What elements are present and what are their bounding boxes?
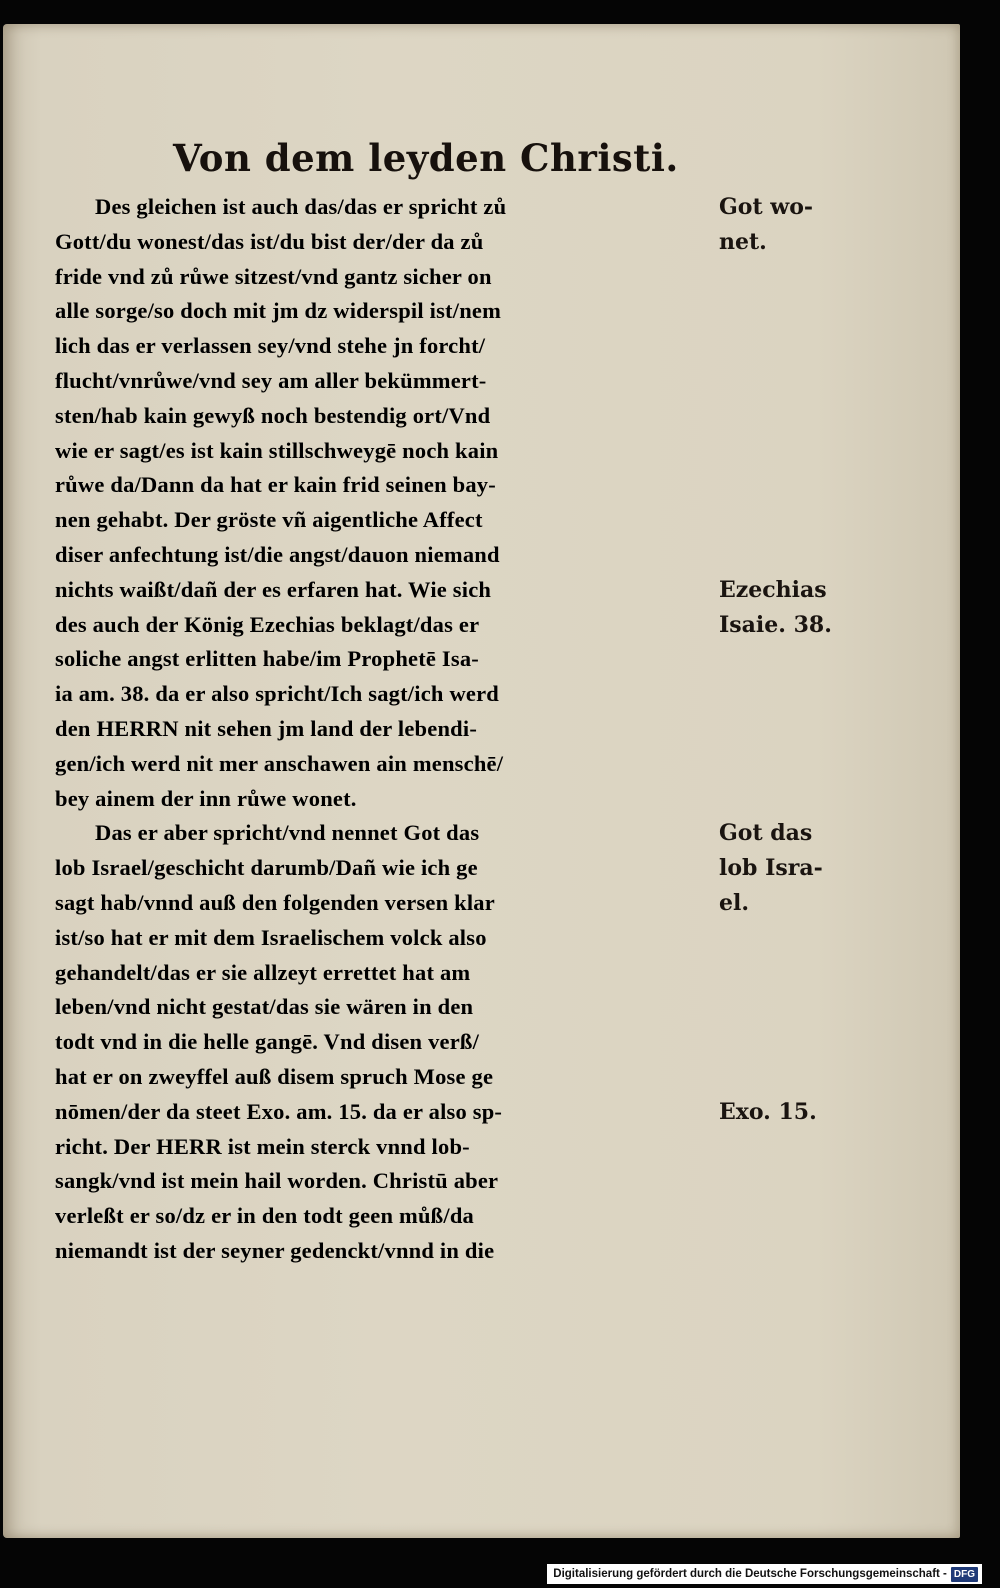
text-line: bey ainem der inn růwe wonet. bbox=[55, 785, 357, 811]
text-line: gen/ich werd nit mer anschawen ain menschē/ bbox=[55, 750, 504, 776]
margin-note: Ezechias bbox=[719, 576, 827, 603]
text-line: ia am. 38. da er also spricht/Ich sagt/ich werd bbox=[55, 681, 499, 707]
text-line: nen gehabt. Der gröste vñ aigentliche Affect bbox=[55, 507, 483, 533]
margin-note: Exo. 15. bbox=[719, 1098, 817, 1125]
text-line: ist/so hat er mit dem Israelischem volck also bbox=[55, 924, 487, 950]
text-line: todt vnd in die helle gangē. Vnd disen verß/ bbox=[55, 1029, 480, 1055]
margin-note: Got wo- bbox=[719, 194, 814, 220]
text-line: Das er aber spricht/vnd nennet Got das bbox=[95, 820, 480, 846]
margin-note: el. bbox=[719, 890, 750, 916]
margin-note: lob Isra- bbox=[719, 855, 823, 882]
text-line: růwe da/Dann da hat er kain frid seinen bay- bbox=[55, 472, 496, 498]
digitization-credit bbox=[547, 1564, 982, 1584]
text-line: sangk/vnd ist mein hail worden. Christū aber bbox=[55, 1168, 499, 1194]
text-line: Des gleichen ist auch das/das er spricht zů bbox=[95, 194, 507, 219]
text-line: soliche angst erlitten habe/im Prophetē Isa- bbox=[55, 646, 479, 672]
text-line: wie er sagt/es ist kain stillschweygē noch kain bbox=[55, 437, 499, 463]
margin-note: net. bbox=[719, 228, 767, 255]
text-line: Gott/du wonest/das ist/du bist der/der da zů bbox=[55, 228, 484, 254]
text-line: fride vnd zů růwe sitzest/vnd gantz sicher on bbox=[55, 263, 492, 289]
text-line: leben/vnd nicht gestat/das sie wären in den bbox=[55, 994, 474, 1020]
text-line: diser anfechtung ist/die angst/dauon niemand bbox=[55, 541, 500, 567]
book-page bbox=[3, 24, 960, 1538]
text-line: nōmen/der da steet Exo. am. 15. da er also sp- bbox=[55, 1098, 503, 1124]
text-line: hat er on zweyffel auß disem spruch Mose ge bbox=[55, 1063, 494, 1089]
text-line: sagt hab/vnnd auß den folgenden versen klar bbox=[55, 889, 495, 915]
body-text bbox=[55, 190, 715, 1269]
text-line: lob Israel/geschicht darumb/Dañ wie ich ge bbox=[55, 855, 478, 881]
text-line: niemandt ist der seyner gedenckt/vnnd in die bbox=[55, 1237, 495, 1263]
text-line: verleßt er so/dz er in den todt geen můß/da bbox=[55, 1203, 475, 1229]
text-line: nichts waißt/dañ der es erfaren hat. Wie sich bbox=[55, 576, 492, 602]
text-line: des auch der König Ezechias beklagt/das er bbox=[55, 611, 480, 637]
page-heading: Von dem leyden Christi. bbox=[173, 136, 679, 180]
dfg-logo: DFG bbox=[951, 1567, 978, 1582]
text-line: den HERRN nit sehen jm land der lebendi- bbox=[55, 715, 478, 741]
text-line: gehandelt/das er sie allzeyt errettet hat am bbox=[55, 959, 471, 985]
margin-note: Got das bbox=[719, 820, 813, 847]
text-line: sten/hab kain gewyß noch bestendig ort/Vnd bbox=[55, 402, 491, 428]
credit-text: Digitalisierung gefördert durch die Deutsche Forschungsgemeinschaft - bbox=[553, 1568, 947, 1580]
margin-note: Isaie. 38. bbox=[719, 611, 832, 638]
text-line: alle sorge/so doch mit jm dz widerspil ist/nem bbox=[55, 298, 502, 324]
text-line: flucht/vnrůwe/vnd sey am aller bekümmert- bbox=[55, 367, 487, 393]
text-line: lich das er verlassen sey/vnd stehe jn forcht/ bbox=[55, 333, 486, 359]
text-line: richt. Der HERR ist mein sterck vnnd lob- bbox=[55, 1133, 470, 1159]
